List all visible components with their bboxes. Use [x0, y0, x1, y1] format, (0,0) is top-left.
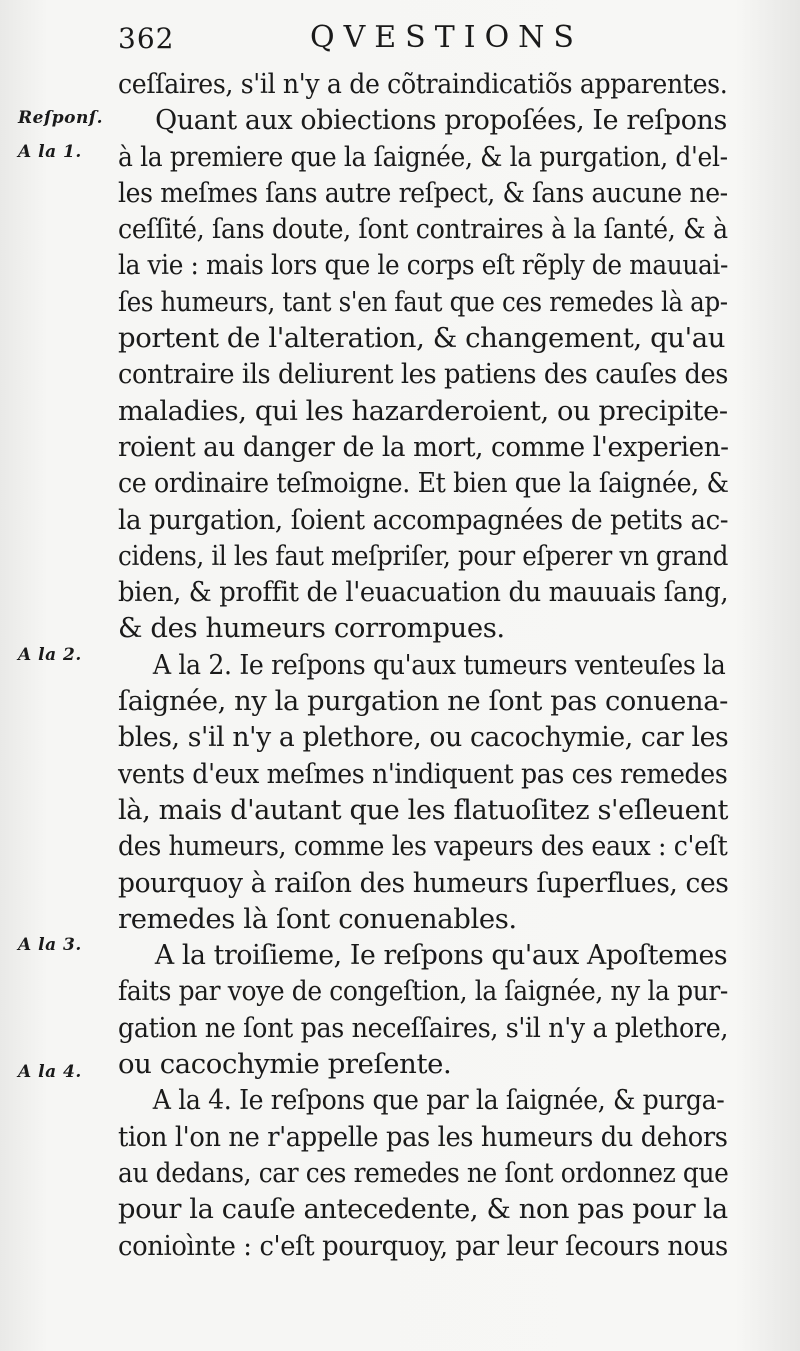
text-line: A la 2. Ie reſpons qu'aux tumeurs venteuſes la [152, 648, 726, 681]
text-line: les meſmes ſans autre reſpect, & ſans aucune ne- [118, 176, 728, 209]
margin-note-a-la-4: A la 4. [18, 1062, 82, 1082]
text-line: maladies, qui les hazarderoient, ou precipite- [118, 394, 728, 427]
text-line: remedes là ſont conuenables. [118, 902, 517, 935]
text-line: faits par voye de congeſtion, la ſaignée, ny la pur- [118, 975, 728, 1008]
text-line: & des humeurs corrompues. [118, 612, 505, 645]
text-line: cidens, il les faut meſpriſer, pour eſperer vn grand [118, 539, 729, 572]
page-number: 362 [118, 22, 175, 55]
text-line: portent de l'alteration, & changement, qu'au [118, 322, 726, 355]
margin-note-response: Reſponſ. [18, 108, 104, 128]
text-line: roient au danger de la mort, comme l'experien- [118, 430, 729, 463]
text-line: la purgation, ſoient accompagnées de petits ac- [118, 503, 729, 536]
text-line: ceſſaires, s'il n'y a de cõtraindicatiõs apparentes. [118, 68, 728, 100]
text-line: pourquoy à raiſon des humeurs ſuperflues, ces [118, 866, 729, 899]
margin-note-a-la-1: A la 1. [18, 142, 82, 162]
text-line: contraire ils deliurent les patiens des cauſes des [118, 358, 729, 391]
text-line: tion l'on ne r'appelle pas les humeurs du dehors [118, 1120, 728, 1153]
text-line: vents d'eux meſmes n'indiquent pas ces remedes [118, 757, 728, 790]
text-line: ſaignée, ny la purgation ne ſont pas conuena- [118, 685, 728, 718]
running-title: QVESTIONS [310, 20, 583, 55]
margin-note-a-la-2: A la 2. [18, 645, 82, 665]
text-line: A la 4. Ie reſpons que par la ſaignée, & purga- [152, 1084, 725, 1117]
text-line: à la premiere que la ſaignée, & la purgation, d'el- [118, 140, 728, 173]
margin-note-a-la-3: A la 3. [18, 935, 82, 955]
text-line: là, mais d'autant que les flatuoſitez s'eſleuent [118, 793, 729, 826]
text-line: Quant aux obiections propoſées, Ie reſpons [155, 104, 727, 137]
text-line: conioìnte : c'eſt pourquoy, par leur ſecours nous [118, 1229, 728, 1262]
text-line: bien, & proffit de l'euacuation du mauuais ſang, [118, 576, 729, 609]
text-line: ſes humeurs, tant s'en faut que ces remedes là ap- [118, 285, 728, 318]
text-line: la vie : mais lors que le corps eſt rẽply de mauuai- [118, 249, 728, 282]
text-line: ce ordinaire teſmoigne. Et bien que la ſaignée, & [118, 467, 729, 500]
text-line: gation ne ſont pas neceſſaires, s'il n'y a plethore, [118, 1011, 729, 1044]
text-line: pour la cauſe antecedente, & non pas pour la [118, 1193, 728, 1226]
page-header [118, 18, 718, 58]
text-line: A la troiſieme, Ie reſpons qu'aux Apoſtemes [154, 939, 728, 972]
text-line: bles, s'il n'y a plethore, ou cacochymie, car les [118, 721, 729, 754]
text-line: au dedans, car ces remedes ne ſont ordonnez que [118, 1156, 729, 1189]
text-line: des humeurs, comme les vapeurs des eaux : c'eſt [118, 830, 728, 863]
text-line: ceſſité, ſans doute, ſont contraires à la ſanté, & à [118, 213, 728, 246]
body-text [118, 66, 728, 1264]
text-line: ou cacochymie preſente. [118, 1048, 452, 1081]
